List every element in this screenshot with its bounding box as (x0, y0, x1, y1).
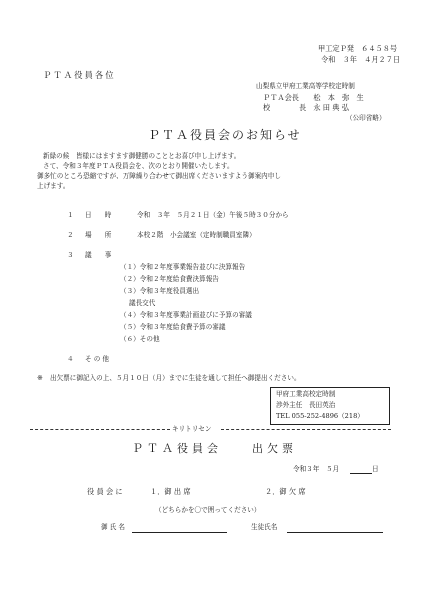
submission-note: 出欠票に御記入の上、５月１０日（月）までに生徒を通して担任へ御提出ください。 (50, 374, 301, 382)
form-date-suffix: 日 (372, 465, 379, 473)
item-date-number: １ (67, 211, 74, 219)
school-name: 山梨県立甲府工業高等学校定時制 (256, 82, 355, 90)
student-name-label: 生徒氏名 (251, 523, 278, 531)
seal-omitted-note: （公印省略） (346, 114, 386, 122)
student-name-field[interactable] (287, 532, 383, 533)
name-field[interactable] (132, 532, 227, 533)
cut-line-right (221, 429, 391, 430)
option-absent[interactable]: ２．御 欠 席 (265, 487, 306, 496)
addressee: ＰＴＡ役員各位 (43, 70, 116, 80)
request-paragraph-line1: 御多忙のところ恐縮ですが、万障繰り合わせて御出席くださいますよう御案内申し (37, 172, 281, 180)
sender-pta-president: ＰＴＡ会長 松 本 弥 生 (263, 93, 364, 102)
agenda-item-3: （３）令和３年度役員選出 (120, 287, 200, 295)
greeting-paragraph: 新緑の候 皆様にはますます御健勝のこととお喜び申し上げます。 (43, 152, 241, 160)
item-other-number: ４ (67, 355, 74, 363)
agenda-item-1: （１）令和２年度事業報告並びに決算報告 (120, 263, 246, 271)
cut-line-left (30, 429, 170, 430)
item-place-value: 本校２階 小会議室（定時制職員室隣） (137, 231, 256, 239)
cut-line-label: キリトリセン (172, 425, 212, 433)
item-date-value: 令和 ３年 ５月２１日（金）午後５時３０分から (137, 211, 289, 219)
request-paragraph-line2: 上げます。 (37, 182, 70, 190)
form-date-day-blank[interactable] (350, 473, 372, 474)
item-agenda-number: ３ (67, 251, 74, 259)
contact-phone: TEL 055-252-4896（218） (276, 412, 364, 420)
form-date-prefix: 令和３年 ５月 (293, 465, 340, 473)
agenda-item-4: （４）令和３年度事業計画並びに予算の審議 (120, 311, 252, 319)
option-attend[interactable]: １．御 出 席 (150, 487, 191, 496)
agenda-item-2: （２）令和２年度給食費決算報告 (120, 275, 219, 283)
page-title: ＰＴＡ役員会のお知らせ (148, 128, 302, 142)
issue-date: 令和 ３年 ４月２７日 (321, 55, 401, 64)
item-place-label: 場 所 (85, 231, 112, 239)
note-mark: ※ (37, 373, 44, 382)
item-place-number: ２ (67, 231, 74, 239)
agenda-item-6: （６）その他 (120, 335, 160, 343)
item-agenda-label: 議 事 (85, 251, 112, 259)
attendance-question: 役 員 会 に (87, 487, 123, 496)
contact-person: 渉外主任 長田英治 (276, 401, 336, 409)
form-title: ＰＴＡ役員会 出欠票 (132, 442, 297, 455)
contact-school: 甲府工業高校定時制 (276, 390, 336, 398)
item-date-label: 日 時 (85, 211, 112, 219)
agenda-item-5: （５）令和３年度給食費予算の審議 (120, 323, 226, 331)
document-number: 甲工定Ｐ発 ６４５８号 (318, 44, 398, 53)
announcement-paragraph: さて、令和３年度ＰＴＡ役員会を、次のとおり開催いたします。 (43, 162, 234, 170)
sender-principal: 校 長 永 田 典 弘 (263, 103, 349, 112)
agenda-item-3-note: 議長交代 (129, 299, 156, 307)
name-label: 御 氏 名 (101, 523, 125, 531)
item-other-label: そ の 他 (85, 355, 109, 363)
circle-instruction: （どちらかを〇で囲ってください） (155, 506, 261, 514)
